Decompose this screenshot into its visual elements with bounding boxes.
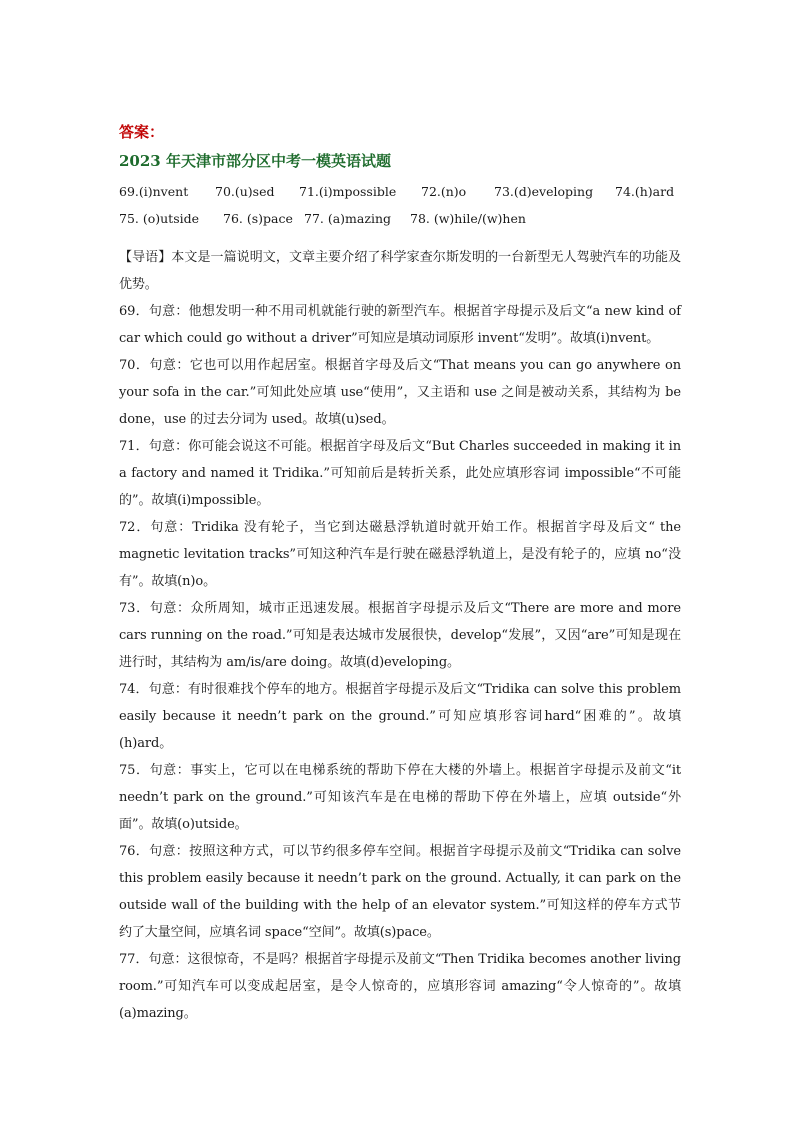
answer-item: 71.(i)mpossible bbox=[299, 184, 397, 199]
exam-title: 2023 年天津市部分区中考一模英语试题 bbox=[119, 152, 391, 170]
answer-label: 答案： bbox=[119, 123, 165, 141]
answer-row-2 bbox=[119, 205, 681, 232]
explanation-72: 72．句意：Tridika 没有轮子，当它到达磁悬浮轨道时就开始工作。根据首字母及后文“ the magnetic levitation tracks”可知这种汽车是行驶在磁悬浮轨道上，是没有轮子的，应填 no“没有”。故填(n)o。 bbox=[119, 520, 681, 589]
intro-paragraph: 【导语】本文是一篇说明文，文章主要介绍了科学家查尔斯发明的一台新型无人驾驶汽车的功能及优势。 bbox=[119, 250, 681, 292]
explanation-70: 70．句意：它也可以用作起居室。根据首字母及后文“That means you can go anywhere on your sofa in the car.”可知此处应填 use“使用”，又主语和 use 之间是被动关系，其结构为 be done，use 的过去分词为 used。故填(u)sed。 bbox=[119, 358, 681, 427]
answer-item: 72.(n)o bbox=[421, 184, 467, 199]
answer-item: 69.(i)nvent bbox=[119, 184, 189, 199]
answer-key bbox=[119, 178, 681, 232]
answer-item: 70.(u)sed bbox=[215, 184, 275, 199]
document-page bbox=[119, 122, 681, 1027]
explanation-71: 71．句意：你可能会说这不可能。根据首字母及后文“But Charles succeeded in making it in a factory and named it Tridika.”可知前后是转折关系，此处应填形容词 impossible“不可能的”。故填(i)mpossible。 bbox=[119, 439, 681, 508]
explanation-69: 69．句意：他想发明一种不用司机就能行驶的新型汽车。根据首字母提示及后文“a new kind of car which could go without a driver”可知应是填动词原形 invent“发明”。故填(i)nvent。 bbox=[119, 304, 681, 346]
answer-row-1 bbox=[119, 178, 681, 205]
answer-item: 73.(d)eveloping bbox=[494, 184, 594, 199]
explanation-77: 77．句意：这很惊奇，不是吗？根据首字母提示及前文“Then Tridika becomes another living room.”可知汽车可以变成起居室，是令人惊奇的，应填形容词 amazing“令人惊奇的”。故填(a)mazing。 bbox=[119, 952, 681, 1021]
answer-item: 74.(h)ard bbox=[615, 184, 675, 199]
explanation-76: 76．句意：按照这种方式，可以节约很多停车空间。根据首字母提示及前文“Tridika can solve this problem easily because it needn’t park on the ground. Actually, it can park on the outside wall of the building with the help of an elevator system.”可知这样的停车方式节约了大量空间，应填名词 space“空间”。故填(s)pace。 bbox=[119, 844, 681, 940]
answer-item: 76. (s)pace bbox=[223, 211, 293, 226]
explanation-73: 73．句意：众所周知，城市正迅速发展。根据首字母提示及后文“There are more and more cars running on the road.”可知是表达城市发展很快，develop“发展”，又因“are”可知是现在进行时，其结构为 am/is/are doing。故填(d)eveloping。 bbox=[119, 601, 681, 670]
answer-item: 77. (a)mazing bbox=[304, 211, 391, 226]
answer-item: 78. (w)hile/(w)hen bbox=[410, 211, 526, 226]
explanation-74: 74．句意：有时很难找个停车的地方。根据首字母提示及后文“Tridika can solve this problem easily because it needn’t park on the ground.”可知应填形容词hard“困难的”。故填(h)ard。 bbox=[119, 682, 681, 751]
explanation-75: 75．句意：事实上，它可以在电梯系统的帮助下停在大楼的外墙上。根据首字母提示及前文“it needn’t park on the ground.”可知该汽车是在电梯的帮助下停在外墙上，应填 outside“外面”。故填(o)utside。 bbox=[119, 763, 681, 832]
answer-item: 75. (o)utside bbox=[119, 211, 200, 226]
